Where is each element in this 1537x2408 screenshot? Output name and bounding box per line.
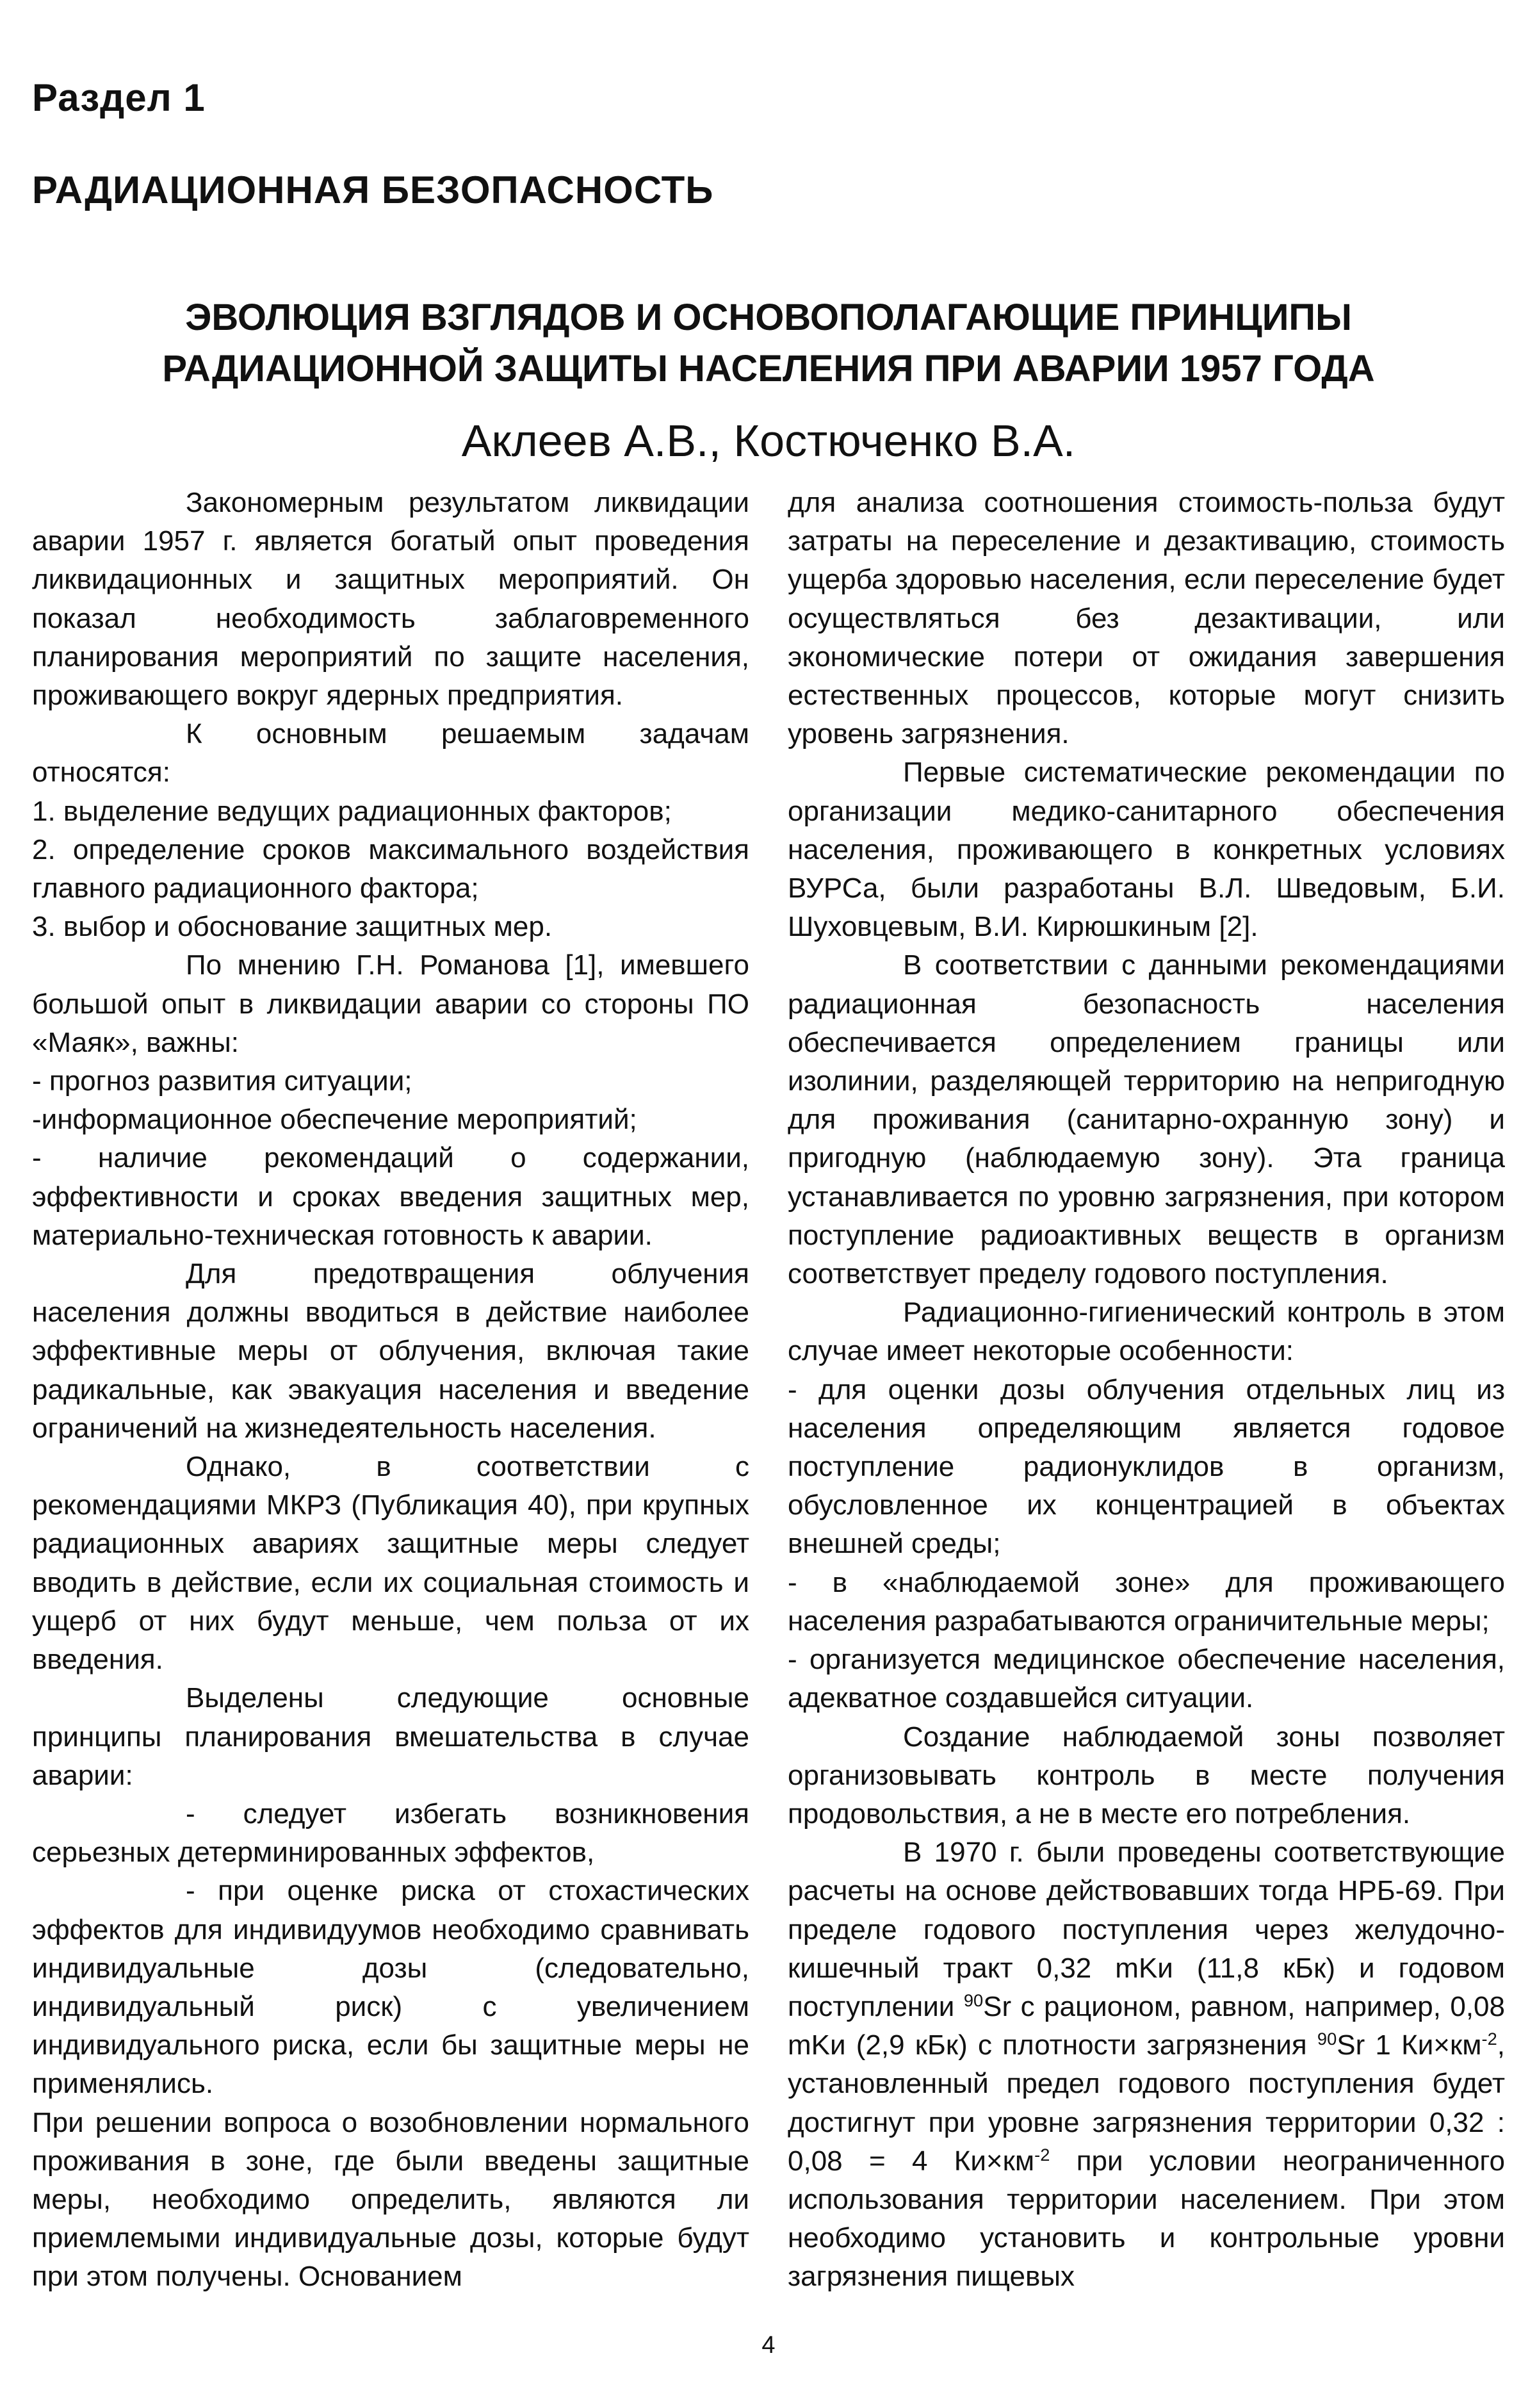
right-column: [788, 484, 1505, 2297]
paragraph: Выделены следующие основные принципы планирования вмешательства в случае аварии:: [32, 1682, 749, 1791]
article-title-line-1: ЭВОЛЮЦИЯ ВЗГЛЯДОВ И ОСНОВОПОЛАГАЮЩИЕ ПРИНЦИПЫ: [185, 297, 1352, 338]
paragraph: К основным решаемым задачам относятся:: [32, 718, 749, 789]
text-run: при условии неограниченного использования территории населением. При этом необходимо установить и контрольные уровни загрязнения пищевых: [788, 2145, 1505, 2293]
list-item: -информационное обеспечение мероприятий;: [32, 1104, 637, 1136]
article-authors: Аклеев А.В., Костюченко В.А.: [461, 416, 1076, 466]
list-item: 1. выделение ведущих радиационных факторов;: [32, 795, 672, 827]
text-run: Sr 1 Ки×км: [1337, 2029, 1482, 2061]
text-run: , установленный предел годового поступления будет достигнут при уровне загрязнения территории 0,32 : 0,08 = 4 Ки×км: [788, 2029, 1505, 2177]
text-run: В 1970 г. были проведены соответствующие расчеты на основе действовавших тогда НРБ-69. При пределе годового поступления через желудочно-кишечный тракт 0,32 mKи (11,8 кБк) и годовом поступлении: [788, 1837, 1505, 2022]
list-item: - при оценке риска от стохастических эффектов для индивидуумов необходимо сравнивать индивидуальные дозы (следовательно, индивидуальный риск) с увеличением индивидуального риска, если бы защитные меры не применялись.: [32, 1875, 749, 2100]
paragraph: для анализа соотношения стоимость-польза будут затраты на переселение и дезактивацию, стоимость ущерба здоровью населения, если переселение будет осуществляться без дезактивации, или экономические потери от ожидания завершения естественных процессов, которые могут снизить уровень загрязнения.: [788, 487, 1505, 750]
list-item: - для оценки дозы облучения отдельных лиц из населения определяющим является годовое поступление радионуклидов в организм, обусловленное их концентрацией в объектах внешней среды;: [788, 1373, 1505, 1560]
article-title-line-2: РАДИАЦИОННОЙ ЗАЩИТЫ НАСЕЛЕНИЯ ПРИ АВАРИИ 1957 ГОДА: [162, 348, 1375, 389]
superscript: 90: [1317, 2029, 1337, 2049]
paragraph: Закономерным результатом ликвидации аварии 1957 г. является богатый опыт проведения ликвидационных и защитных мероприятий. Он показал необходимость заблаговременного планирования мероприятий по защите населения, проживающего вокруг ядерных предприятия.: [32, 487, 749, 712]
paragraph: В соответствии с данными рекомендациями радиационная безопасность населения обеспечивается определением границы или изолинии, разделяющей территорию на непригодную для проживания (санитарно-охранную зону) и пригодную (наблюдаемую зону). Эта граница устанавливается по уровню загрязнения, при котором поступление радиоактивных веществ в организм соответствует пределу годового поступления.: [788, 949, 1505, 1290]
section-label: Раздел 1: [32, 76, 206, 119]
text-run: Sr с рационом, равном, например, 0,08 mKи (2,9 кБк) с плотности загрязнения: [788, 1990, 1505, 2061]
list-item: - в «наблюдаемой зоне» для проживающего населения разрабатываются ограничительные меры;: [788, 1566, 1505, 1637]
page-number: 4: [761, 2332, 776, 2359]
list-item: - организуется медицинское обеспечение населения, адекватное создавшейся ситуации.: [788, 1644, 1505, 1714]
paragraph: [788, 1833, 1505, 2296]
paragraph: Однако, в соответствии с рекомендациями МКРЗ (Публикация 40), при крупных радиационных авариях защитные меры следует вводить в действие, если их социальная стоимость и ущерб от них будут меньше, чем польза от их введения.: [32, 1451, 749, 1676]
paragraph: Для предотвращения облучения населения должны вводиться в действие наиболее эффективные меры от облучения, включая такие радикальные, как эвакуация населения и введение ограничений на жизнедеятельность населения.: [32, 1258, 749, 1444]
list-item: 2. определение сроков максимального воздействия главного радиационного фактора;: [32, 833, 749, 905]
superscript: 90: [963, 1990, 984, 2010]
list-item: 3. выбор и обоснование защитных мер.: [32, 911, 553, 943]
left-column: [32, 484, 749, 2297]
paragraph: При решении вопроса о возобновлении нормального проживания в зоне, где были введены защитные меры, необходимо определить, являются ли приемлемыми индивидуальные дозы, которые будут при этом получены. Основанием: [32, 2106, 749, 2293]
section-title: РАДИАЦИОННАЯ БЕЗОПАСНОСТЬ: [32, 168, 714, 211]
paragraph: Создание наблюдаемой зоны позволяет организовывать контроль в месте получения продовольствия, а не в месте его потребления.: [788, 1721, 1505, 1830]
superscript: -2: [1034, 2144, 1050, 2165]
paragraph: Радиационно-гигиенический контроль в этом случае имеет некоторые особенности:: [788, 1297, 1505, 1367]
list-item: - прогноз развития ситуации;: [32, 1065, 412, 1097]
list-item: - наличие рекомендаций о содержании, эффективности и сроках введения защитных мер, материально-техническая готовность к аварии.: [32, 1142, 749, 1251]
superscript: -2: [1481, 2029, 1497, 2049]
paragraph: Первые систематические рекомендации по организации медико-санитарного обеспечения населения, проживающего в конкретных условиях ВУРСа, были разработаны В.Л. Шведовым, Б.И. Шуховцевым, В.И. Кирюшкиным [2].: [788, 757, 1505, 943]
paragraph: По мнению Г.Н. Романова [1], имевшего большой опыт в ликвидации аварии со стороны ПО «Маяк», важны:: [32, 949, 749, 1058]
list-item: - следует избегать возникновения серьезных детерминированных эффектов,: [32, 1798, 749, 1869]
